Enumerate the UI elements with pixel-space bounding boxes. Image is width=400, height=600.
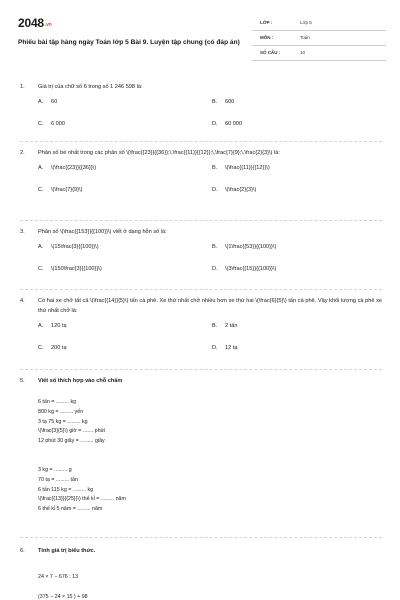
option-c[interactable] xyxy=(38,343,67,353)
meta-value: Lớp 5 xyxy=(300,20,312,25)
question-text: Tính giá trị biểu thức. xyxy=(38,548,96,554)
option-text: \(\frac{7}{9}\) xyxy=(51,187,83,193)
fill-item[interactable]: 3 kg = ......... g xyxy=(38,467,72,473)
meta-row-subject xyxy=(252,31,386,46)
fill-item[interactable]: 12 phút 30 giây = ......... giây xyxy=(38,438,105,445)
fill-item[interactable]: 6 thế kỉ 5 năm = ......... năm xyxy=(38,506,103,513)
fill-item[interactable]: 6 tấn 115 kg = ......... kg xyxy=(38,486,94,493)
meta-table xyxy=(252,16,386,61)
question-number: 5. xyxy=(20,378,25,384)
question-number: 6. xyxy=(20,548,25,554)
question-text: Viết số thích hợp vào chỗ chấm xyxy=(38,378,123,384)
fill-group-2 xyxy=(38,466,126,515)
question-text: Giá trị của chữ số 6 trong số 1 246 598 là: xyxy=(38,84,143,90)
options xyxy=(38,163,382,203)
option-letter: C. xyxy=(38,121,44,127)
option-a[interactable] xyxy=(38,242,99,252)
option-text: \(\frac{{23}}{{36}}\) xyxy=(51,165,97,171)
option-letter: A. xyxy=(38,244,44,250)
option-letter: C. xyxy=(38,345,44,351)
options xyxy=(38,321,382,361)
option-text: 120 tạ xyxy=(51,323,67,329)
option-letter: C. xyxy=(38,266,44,272)
option-text: \(15\frac{3}{{100}}\) xyxy=(51,244,99,250)
fill-group-1 xyxy=(38,398,105,447)
question-6 xyxy=(20,546,382,556)
option-c[interactable] xyxy=(38,185,82,195)
meta-row-count xyxy=(252,46,386,61)
option-c[interactable] xyxy=(38,264,102,274)
option-letter: C. xyxy=(38,187,44,193)
option-letter: A. xyxy=(38,323,44,329)
option-c[interactable] xyxy=(38,119,65,129)
option-letter: D. xyxy=(212,121,218,127)
meta-key: MÔN : xyxy=(260,35,274,40)
option-letter: D. xyxy=(212,345,218,351)
option-b[interactable] xyxy=(212,97,234,107)
option-text: 12 tạ xyxy=(225,345,238,351)
option-text: 60 000 xyxy=(225,121,243,127)
divider xyxy=(20,369,382,370)
site-logo[interactable] xyxy=(18,16,52,30)
fill-item[interactable]: \(\frac{3}{5}\) giờ = ....... phút xyxy=(38,428,105,435)
option-letter: D. xyxy=(212,266,218,272)
meta-value: Toán xyxy=(300,35,310,40)
expression: 24 × 7 − 676 : 13 xyxy=(38,574,79,580)
option-b[interactable] xyxy=(212,321,237,331)
option-text: 600 xyxy=(225,99,235,105)
fill-item[interactable]: \(\frac{{13}}{{25}}\) thế kỉ = ......... năm xyxy=(38,496,126,503)
option-a[interactable] xyxy=(38,97,57,107)
option-letter: B. xyxy=(212,323,218,329)
options xyxy=(38,97,382,137)
option-a[interactable] xyxy=(38,321,67,331)
option-d[interactable] xyxy=(212,119,242,129)
option-letter: B. xyxy=(212,165,218,171)
question-text: Có hai xe chở tất cả \(\frac{{14}}{5}\) tấn cà phê. Xe thứ nhất chở nhiều hơn xe thứ hai \(\frac{6}{5}\) tấn cà phê. Vậy khối lượng cà phê xe thứ nhất chở là: xyxy=(38,298,382,314)
meta-row-class xyxy=(252,16,386,31)
question-text: Phân số \(\frac{{153}}{{100}}\) viết ở dạng hỗn số là: xyxy=(38,229,167,235)
option-letter: D. xyxy=(212,187,218,193)
option-text: 6 000 xyxy=(51,121,65,127)
option-text: 60 xyxy=(51,99,58,105)
question-number: 3. xyxy=(20,229,25,235)
question-4 xyxy=(20,296,382,361)
meta-key: SỐ CÂU : xyxy=(260,50,281,55)
worksheet-header xyxy=(14,14,386,76)
meta-value: 10 xyxy=(300,50,306,55)
question-1 xyxy=(20,82,382,137)
option-letter: A. xyxy=(38,165,44,171)
question-text: Phân số bé nhất trong các phân số \(\frac{{23}}{{36}};\,\frac{{11}}{{12}};\,\frac{7}{9};\,\frac{2}{3}\) là: xyxy=(38,150,280,156)
option-text: 200 tạ xyxy=(51,345,67,351)
option-letter: B. xyxy=(212,99,218,105)
option-d[interactable] xyxy=(212,264,276,274)
divider xyxy=(20,220,382,221)
divider xyxy=(20,141,382,142)
expression: (375 − 24 × 15 ) + 98 xyxy=(38,594,88,600)
fill-item[interactable]: 800 kg = ......... yến xyxy=(38,408,84,415)
divider xyxy=(20,537,382,538)
option-text: 2 tấn xyxy=(225,323,238,329)
option-text: \(3\frac{{15}}{{100}}\) xyxy=(225,266,277,272)
option-b[interactable] xyxy=(212,163,270,173)
fill-item[interactable]: 3 tạ 75 kg = ......... kg xyxy=(38,418,88,425)
logo-text: 2048 xyxy=(18,16,44,30)
option-letter: B. xyxy=(212,244,218,250)
option-d[interactable] xyxy=(212,185,256,195)
fill-item[interactable]: 70 tạ = ......... tấn xyxy=(38,476,78,483)
options xyxy=(38,242,382,282)
divider xyxy=(20,289,382,290)
option-text: \(150\frac{3}{{100}}\) xyxy=(51,266,102,272)
option-letter: A. xyxy=(38,99,44,105)
option-b[interactable] xyxy=(212,242,276,252)
option-d[interactable] xyxy=(212,343,237,353)
option-a[interactable] xyxy=(38,163,96,173)
option-text: \(\frac{{11}}{{12}}\) xyxy=(225,165,270,171)
question-number: 1. xyxy=(20,84,25,90)
option-text: \(\frac{2}{3}\) xyxy=(225,187,257,193)
fill-item[interactable]: 6 tấn = ......... kg xyxy=(38,399,77,405)
question-5 xyxy=(20,376,382,386)
question-3 xyxy=(20,227,382,282)
question-number: 4. xyxy=(20,298,25,304)
question-2 xyxy=(20,148,382,203)
question-number: 2. xyxy=(20,150,25,156)
expression-list xyxy=(38,567,88,600)
option-text: \(1\frac{{53}}{{100}}\) xyxy=(225,244,277,250)
meta-key: LỚP : xyxy=(260,20,273,25)
worksheet-title: Phiếu bài tập hàng ngày Toán lớp 5 Bài 9. Luyện tập chung (có đáp án) xyxy=(18,39,240,46)
logo-suffix: .vn xyxy=(44,22,52,28)
